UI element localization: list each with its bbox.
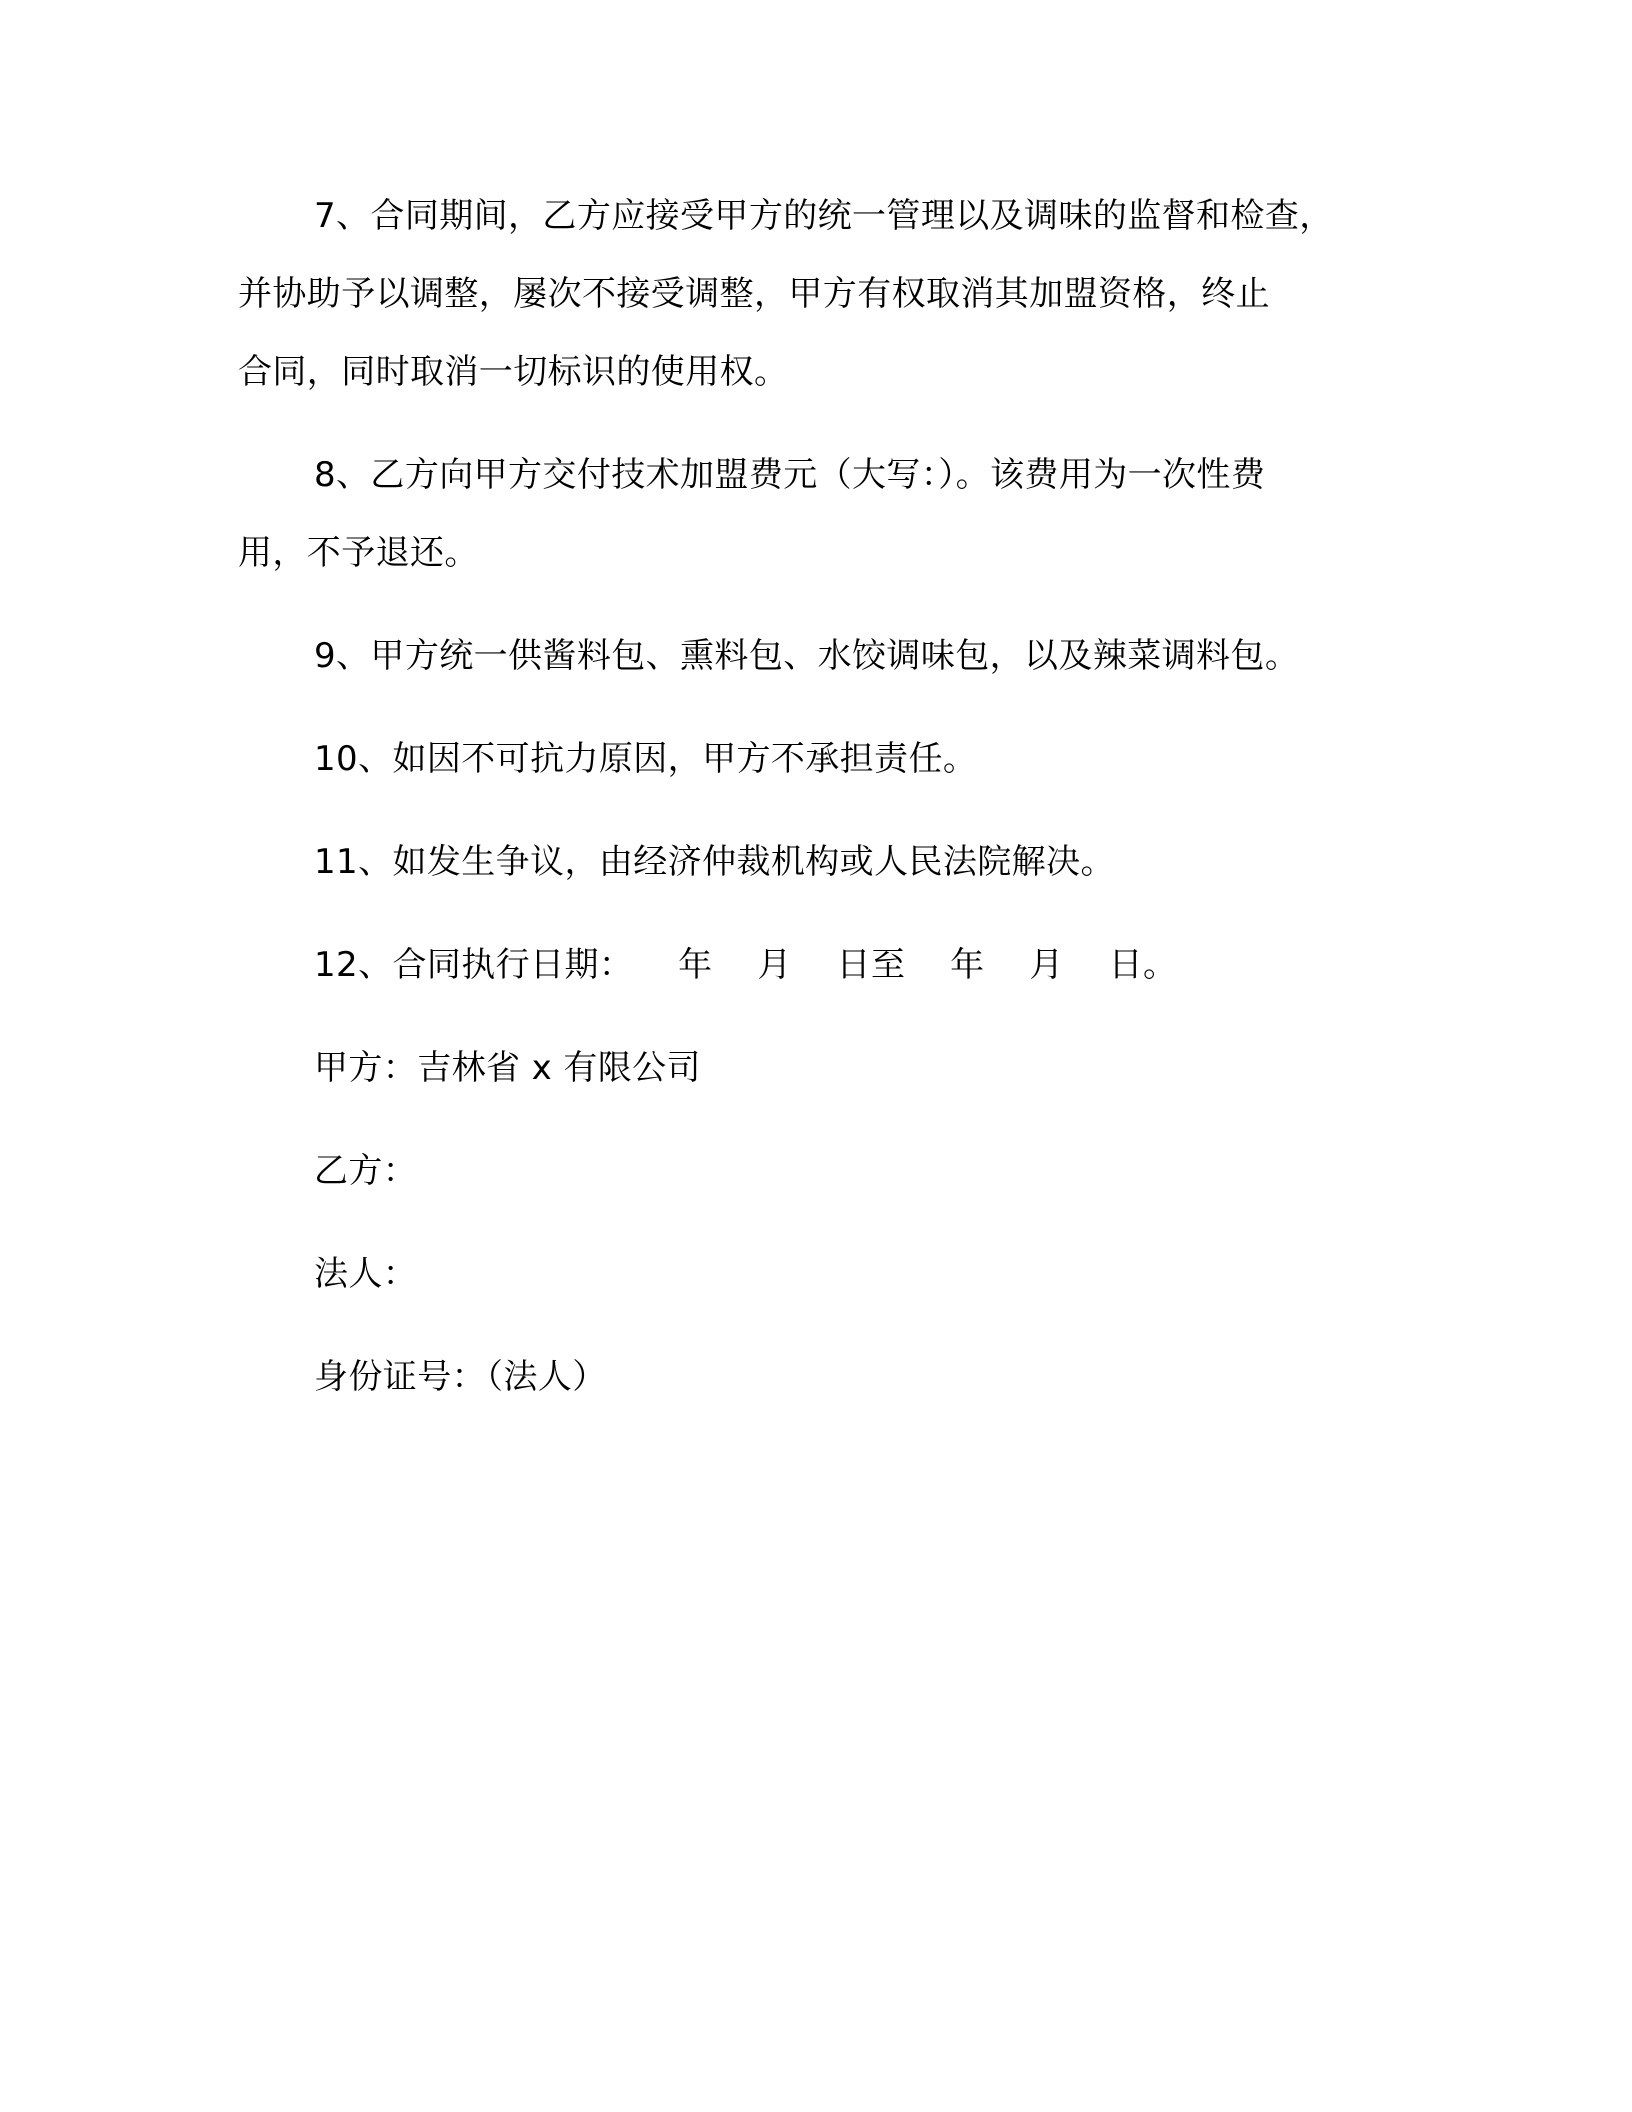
party-a-line: 甲方：吉林省 x 有限公司 <box>314 1048 701 1088</box>
clause-8-line-2: 用，不予退还。 <box>238 533 479 573</box>
clause-9: 9、甲方统一供酱料包、熏料包、水饺调味包，以及辣菜调料包。 <box>314 636 1300 676</box>
clause-12: 12、合同执行日期： 年 月 日至 年 月 日。 <box>314 945 1178 985</box>
clause-10: 10、如因不可抗力原因，甲方不承担责任。 <box>314 739 978 779</box>
clause-11: 11、如发生争议，由经济仲裁机构或人民法院解决。 <box>314 842 1115 882</box>
clause-7-line-3: 合同，同时取消一切标识的使用权。 <box>238 352 789 392</box>
clause-7-line-1: 7、合同期间，乙方应接受甲方的统一管理以及调味的监督和检查， <box>314 196 1334 236</box>
legal-person-line: 法人： <box>314 1254 418 1294</box>
party-b-line: 乙方： <box>314 1151 418 1191</box>
clause-7-line-2: 并协助予以调整，屡次不接受调整，甲方有权取消其加盟资格，终止 <box>238 274 1270 314</box>
id-number-line: 身份证号：（法人） <box>314 1357 607 1397</box>
clause-8-line-1: 8、乙方向甲方交付技术加盟费元（大写：）。该费用为一次性费 <box>314 455 1266 495</box>
